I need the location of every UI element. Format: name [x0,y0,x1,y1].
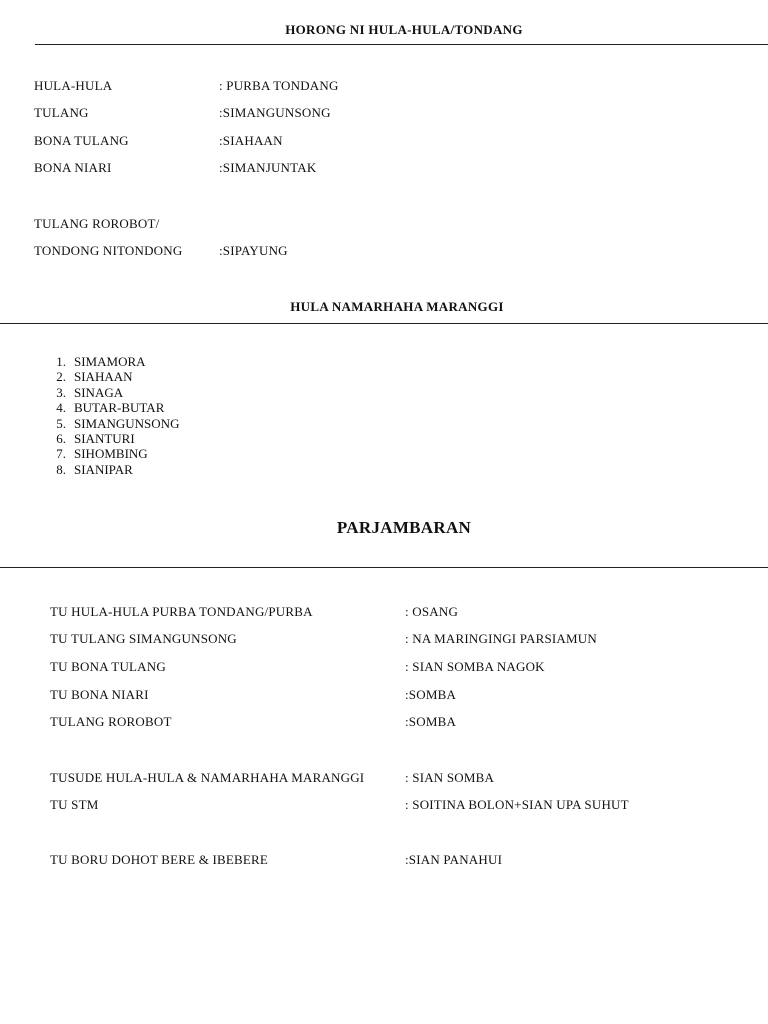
parjambaran-label: TU HULA-HULA PURBA TONDANG/PURBA [50,604,313,619]
parjambaran-heading: PARJAMBARAN [336,518,472,537]
list-item [50,400,270,415]
list-item-name: SIANIPAR [74,461,133,477]
rorobot-label-line2: TONDONG NITONDONG [34,243,183,258]
rorobot-label-line1: TULANG ROROBOT/ [34,216,160,231]
parjambaran-label: TU STM [50,797,99,812]
list-item [50,462,270,477]
page-title: HORONG NI HULA-HULA/TONDANG [285,22,523,37]
list-item [50,385,270,400]
rorobot-value: :SIPAYUNG [219,243,288,258]
list-item-number: 4. [56,400,66,416]
kinship-label-bona-niari: BONA NIARI [34,160,112,175]
parjambaran-label: TU TULANG SIMANGUNSONG [50,631,237,646]
parjambaran-value: :SIAN PANAHUI [405,852,503,867]
list-item-name: SIHOMBING [74,446,148,462]
parjambaran-value: : SIAN SOMBA [405,770,495,785]
list-item [50,369,270,384]
kinship-label-hula-hula: HULA-HULA [34,78,113,93]
list-item-number: 6. [56,430,66,446]
kinship-value-hula-hula: : PURBA TONDANG [219,78,339,93]
kinship-value-bona-tulang: :SIAHAAN [219,133,283,148]
maranggi-divider [0,323,768,324]
parjambaran-label: TU BORU DOHOT BERE & IBEBERE [50,852,269,867]
parjambaran-label: TUSUDE HULA-HULA & NAMARHAHA MARANGGI [50,770,365,785]
parjambaran-value: :SOMBA [405,714,457,729]
list-item-number: 8. [56,461,66,477]
maranggi-list [50,354,270,477]
maranggi-heading: HULA NAMARHAHA MARANGGI [290,299,504,314]
parjambaran-value: : OSANG [405,604,459,619]
list-item-number: 3. [56,384,66,400]
list-item-number: 1. [56,354,66,369]
parjambaran-label: TULANG ROROBOT [50,714,172,729]
parjambaran-value: :SOMBA [405,687,457,702]
list-item-number: 7. [56,446,66,462]
list-item-number: 2. [56,369,66,385]
list-item-name: SIMANGUNSONG [74,415,180,431]
parjambaran-label: TU BONA NIARI [50,687,149,702]
list-item [50,416,270,431]
list-item-name: SIMAMORA [74,354,146,369]
list-item [50,354,270,369]
list-item-name: SIANTURI [74,430,135,446]
parjambaran-divider [0,567,768,568]
kinship-value-bona-niari: :SIMANJUNTAK [219,160,317,175]
parjambaran-value: : SIAN SOMBA NAGOK [405,659,545,674]
parjambaran-label: TU BONA TULANG [50,659,166,674]
list-item [50,431,270,446]
list-item-number: 5. [56,415,66,431]
list-item-name: SINAGA [74,384,124,400]
list-item-name: BUTAR-BUTAR [74,400,165,416]
kinship-label-bona-tulang: BONA TULANG [34,133,129,148]
kinship-label-tulang: TULANG [34,105,89,120]
title-divider [35,44,768,45]
list-item-name: SIAHAAN [74,369,133,385]
kinship-value-tulang: :SIMANGUNSONG [219,105,331,120]
parjambaran-value: : NA MARINGINGI PARSIAMUN [405,631,597,646]
list-item [50,446,270,461]
parjambaran-value: : SOITINA BOLON+SIAN UPA SUHUT [405,797,629,812]
